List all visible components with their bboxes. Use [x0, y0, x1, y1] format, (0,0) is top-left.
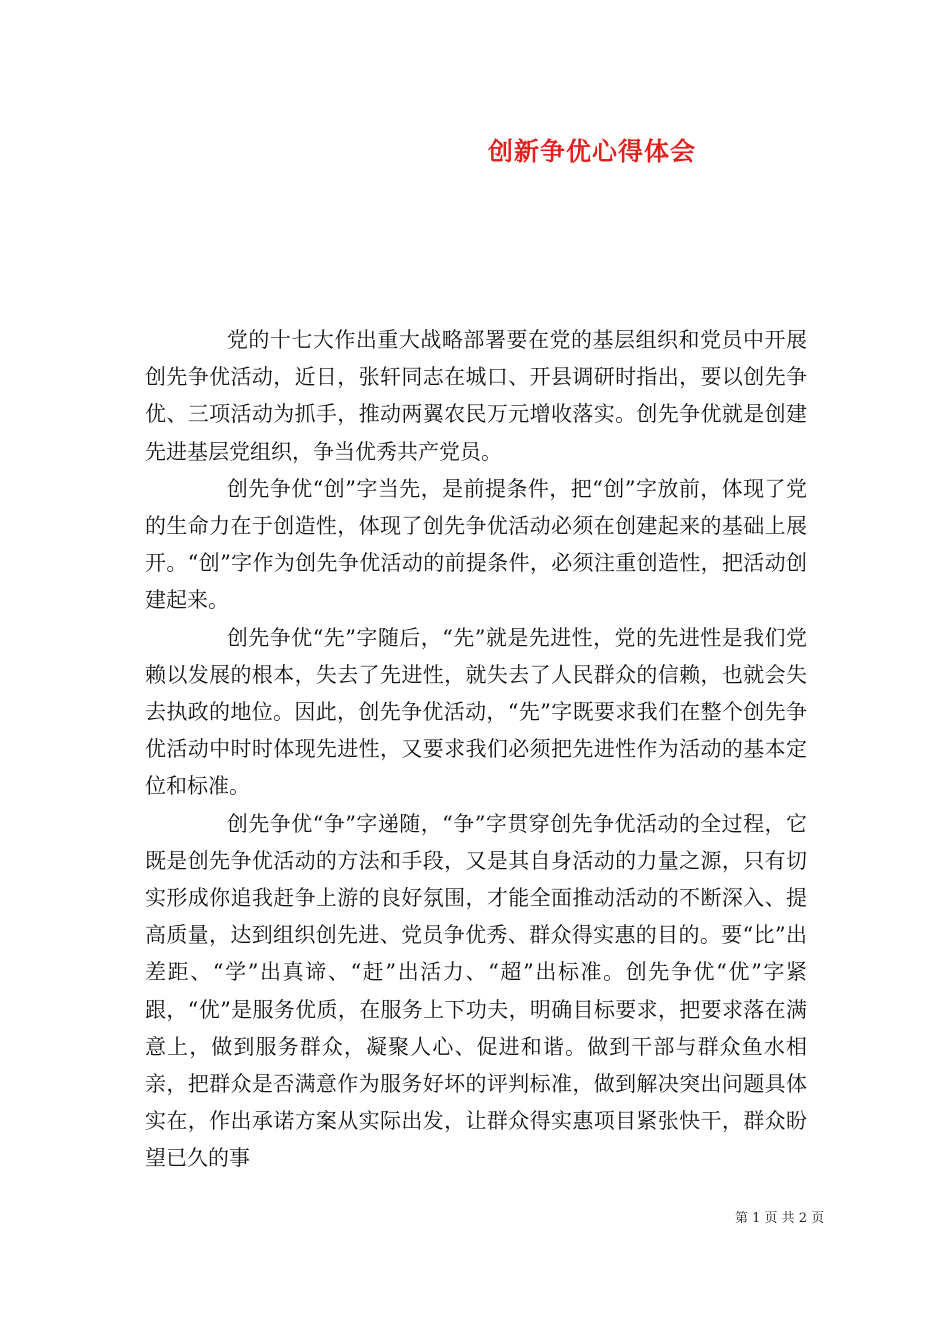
paragraph: 创先争优“争”字递随，“争”字贯穿创先争优活动的全过程，它既是创先争优活动的方法和手段，又是其自身活动的力量之源，只有切实形成你追我赶争上游的良好氛围，才能全面推动活动的不断深入、提高质量，达到组织创先进、党员争优秀、群众得实惠的目的。要“比”出差距、“学”出真谛、“赶”出活力、“超”出标准。创先争优“优”字紧跟，“优”是服务优质，在服务上下功夫，明确目标要求，把要求落在满意上，做到服务群众，凝聚人心、促进和谐。做到干部与群众鱼水相亲，把群众是否满意作为服务好坏的评判标准，做到解决突出问题具体实在，作出承诺方案从实际出发，让群众得实惠项目紧张快干，群众盼望已久的事 [145, 811, 807, 1171]
paragraph: 党的十七大作出重大战略部署要在党的基层组织和党员中开展创先争优活动，近日，张轩同志在城口、开县调研时指出，要以创先争优、三项活动为抓手，推动两翼农民万元增收落实。创先争优就是创建先进基层党组织，争当优秀共产党员。 [145, 328, 807, 464]
document-body [145, 322, 807, 1178]
paragraph: 创先争优“先”字随后，“先”就是先进性，党的先进性是我们党赖以发展的根本，失去了先进性，就失去了人民群众的信赖，也就会失去执政的地位。因此，创先争优活动，“先”字既要求我们在整个创先争优活动中时时体现先进性，又要求我们必须把先进性作为活动的基本定位和标准。 [145, 625, 807, 799]
page-number-footer: 第 1 页 共 2 页 [735, 1211, 825, 1226]
paragraph: 创先争优“创”字当先，是前提条件，把“创”字放前，体现了党的生命力在于创造性，体现了创先争优活动必须在创建起来的基础上展开。“创”字作为创先争优活动的前提条件，必须注重创造性，把活动创建起来。 [145, 476, 807, 613]
document-title: 创新争优心得体会 [488, 137, 697, 166]
